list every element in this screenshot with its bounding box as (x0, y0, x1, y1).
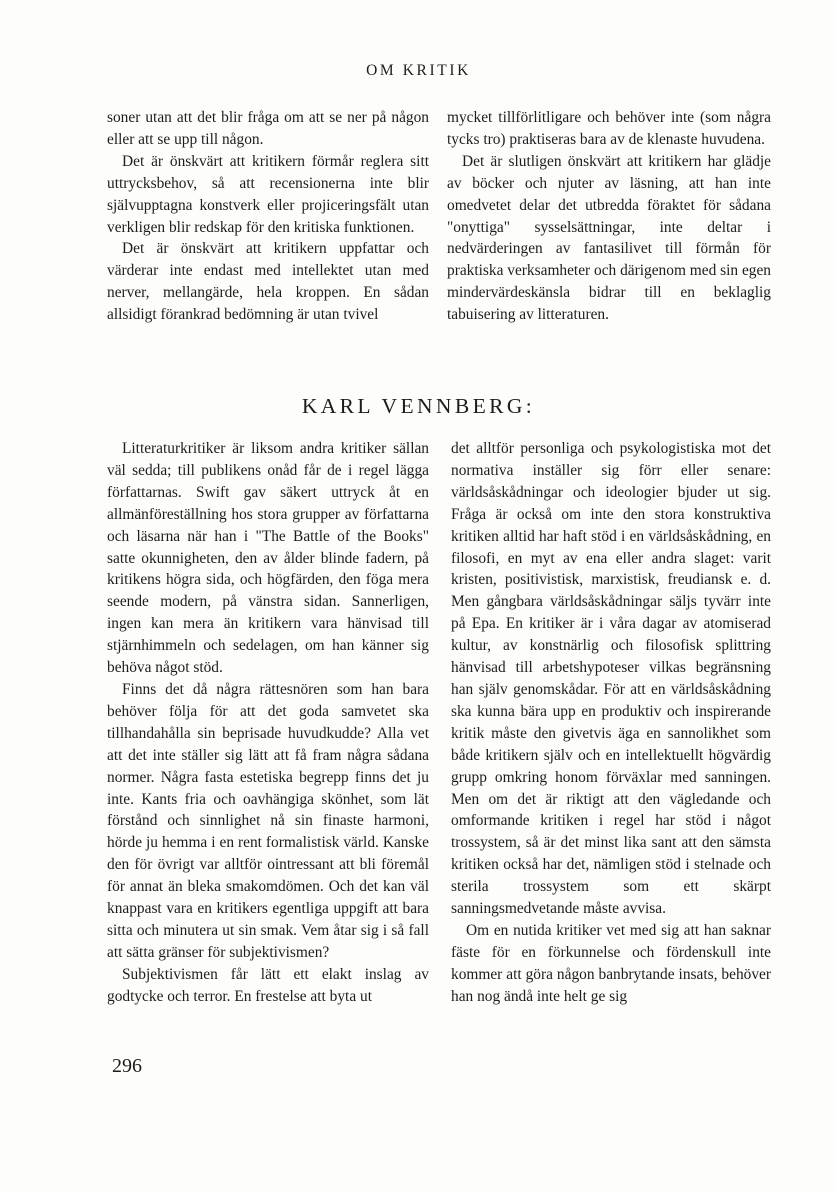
paragraph: Det är önskvärt att kritikern uppfattar och värderar inte endast med intellektet utan med nerver, mellangärde, hela kroppen. En sådan allsidigt förankrad bedömning är utan tvivel (107, 240, 429, 324)
paragraph: Finns det då några rättesnören som han bara behöver följa för att det goda samvetet ska tillhandahålla sin beprisade huvudkudde? Alla vet att det inte ställer sig lätt att få fram några sådana normer. Några fasta estetiska begrepp finns det ju inte. Kants fria och oavhängiga skönhet, som lät förstånd och sinnlighet nå sin finaste harmoni, hörde ju hemma i en rent formalistisk värld. Kanske den för övrigt var alltför ointressant att bli föremål för annat än bleka smakomdömen. Och det kan väl knappast vara en kritikers egentliga uppgift att bara sitta och minutera ut sin smak. Vem åtar sig i så fall att sätta gränser för subjektivismen? (107, 680, 429, 961)
paragraph: Subjektivismen får lätt ett elakt inslag av godtycke och terror. En frestelse att byta ut (107, 965, 429, 1005)
paragraph: det alltför personliga och psykologistiska mot det normativa inställer sig förr eller senare: världsåskådningar och ideologier bjuder ut sig. Fråga är också om inte den stora konstruktiva kritiken alltid har haft stöd i en världsåskådning, en filosofi, en myt av ena eller andra slaget: varit kristen, positivistisk, marxistisk, freudiansk e. d. Men gångbara världsåskådningar säljs tyvärr inte på Epa. En kritiker är i våra dagar av atomiserad kultur, av konstnärlig och filosofisk splittring hänvisad till arbetshypoteser vilkas begränsning han själv genomskådar. För att en världsåskådning ska kunna bära upp en produktiv och inspirerande kritik måste den givetvis äga en sannolikhet som både kritikern själv och en intellektuellt högvärdig grupp omkring honom förväxlar med sanningen. Men om det är riktigt att den vägledande och omformande kritiken i regel har stöd i något trossystem, så är det minst lika sant att den sämsta kritiken också har det, nämligen stöd i stelnade och sterila trossystem som ett skärpt sanningsmedvetande måste avvisa. (451, 440, 771, 918)
paragraph: Litteraturkritiker är liksom andra kritiker sällan väl sedda; till publikens onåd får de i regel lägga författarnas. Swift gav säkert uttryck åt en allmänföreställning hos stora grupper av författarna och läsarna när han i "The Battle of the Books" satte okunnigheten, den av ålder blinde fadern, på kritikens högra sida, och högfärden, den föga mera seende modern, på vänstra sidan. Sannerligen, ingen kan mera än kritikern vara hänvisad till stjärnhimmeln och sedelagen, om han känner sig behöva något stöd. (107, 440, 429, 677)
paragraph: mycket tillförlitligare och behöver inte (som några tycks tro) praktiseras bara av de klenaste huvudena. (447, 109, 771, 148)
paragraph: Om en nutida kritiker vet med sig att han saknar fäste för en förkunnelse och fördenskull inte kommer att göra någon banbrytande insats, behöver han nog ändå inte helt ge sig (451, 921, 771, 1005)
lower-right-column (451, 438, 771, 1008)
page-number: 296 (112, 1055, 142, 1077)
section-title: KARL VENNBERG: (301, 394, 536, 418)
paragraph: Det är önskvärt att kritikern förmår reglera sitt uttrycksbehov, så att recensionerna inte blir självupptagna konstverk eller projiceringsfält utan verkligen blir redskap för den kritiska funktionen. (107, 152, 429, 236)
paragraph: soner utan att det blir fråga om att se ner på någon eller att se upp till någon. (107, 109, 429, 148)
upper-left-column (107, 107, 429, 326)
lower-left-column (107, 438, 429, 1008)
paragraph: Det är slutligen önskvärt att kritikern har glädje av böcker och njuter av läsning, att han inte omedvetet delar det utbredda föraktet för sådana "onyttiga" sysselsättningar, inte deltar i nedvärderingen av fantasilivet till förmån för praktiska verksamheter och därigenom med sin egen mindervärdeskänsla bidrar till en beklaglig tabuisering av litteraturen. (447, 152, 771, 324)
upper-right-column (447, 107, 771, 326)
running-head: OM KRITIK (366, 62, 471, 79)
